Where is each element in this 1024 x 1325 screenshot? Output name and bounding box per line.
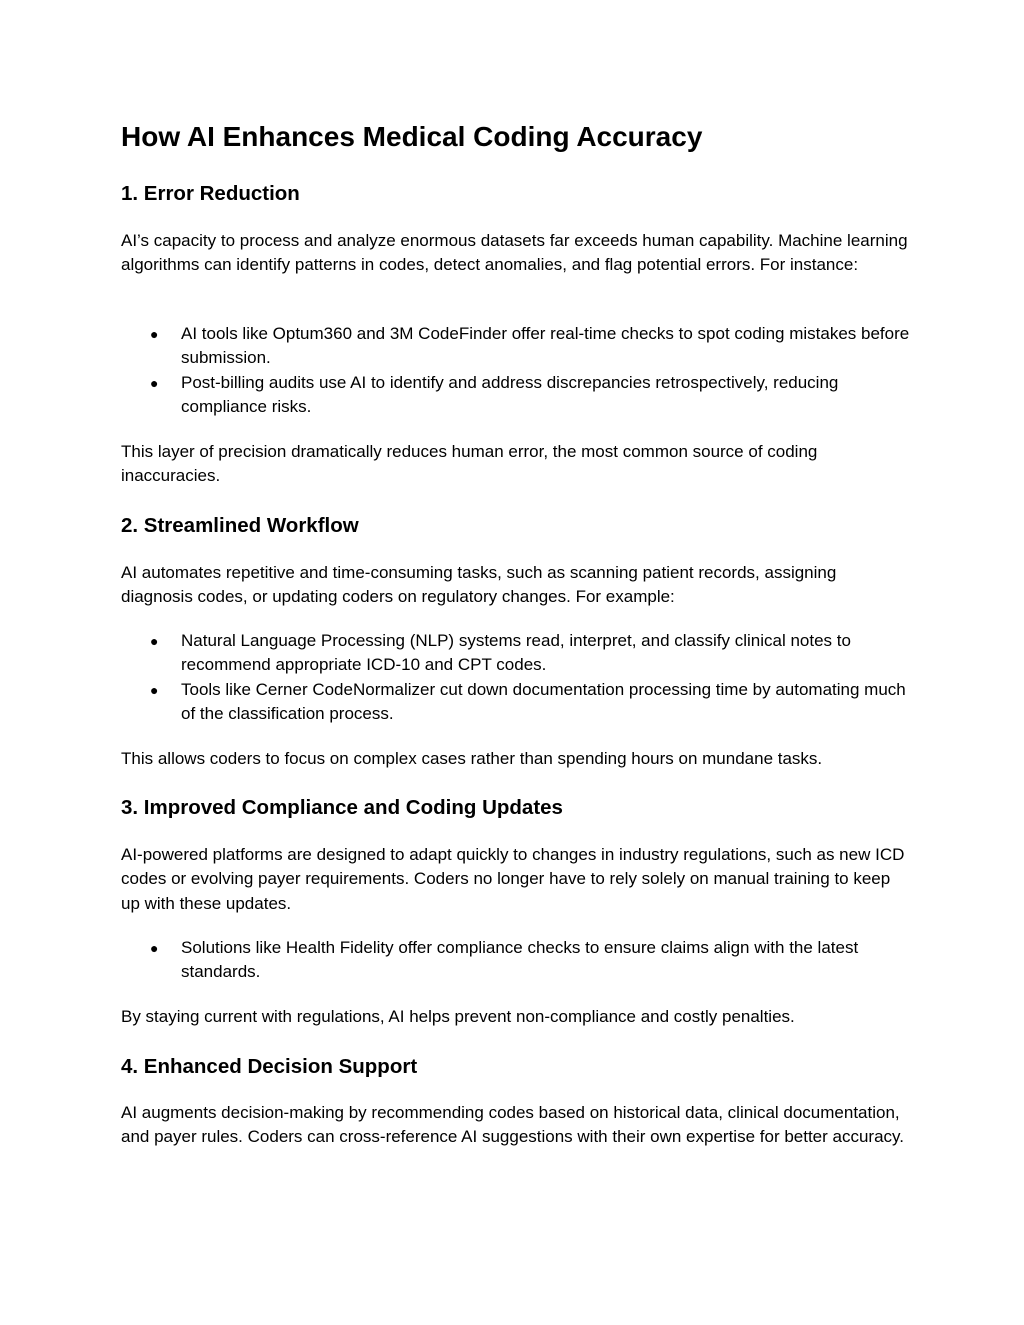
section-heading-error-reduction: 1. Error Reduction [121, 182, 300, 205]
list-item-text: Solutions like Health Fidelity offer compliance checks to ensure claims align with the latest standards. [181, 938, 859, 982]
page-title: How AI Enhances Medical Coding Accuracy [121, 121, 703, 152]
bullet-icon: ● [150, 326, 159, 342]
bullet-list-compliance [121, 936, 911, 985]
section-outro-streamlined-workflow: This allows coders to focus on complex cases rather than spending hours on mundane tasks. [121, 749, 823, 768]
section-intro-compliance: AI-powered platforms are designed to adapt quickly to changes in industry regulations, such as new ICD codes or evolving payer requirements. Coders no longer have to rely solely on manual training to keep up with these updates. [121, 845, 905, 913]
bullet-icon: ● [150, 374, 159, 391]
list-item [121, 322, 911, 371]
list-item [121, 678, 911, 727]
bullet-icon: ● [150, 633, 159, 649]
bullet-icon: ● [150, 681, 159, 698]
section-intro-error-reduction: AI’s capacity to process and analyze enormous datasets far exceeds human capability. Machine learning algorithms can identify patterns in codes, detect anomalies, and flag potential errors. For instance: [121, 231, 908, 275]
list-item-text: Post-billing audits use AI to identify and address discrepancies retrospectively, reducing compliance risks. [181, 372, 839, 416]
section-outro-compliance: By staying current with regulations, AI helps prevent non-compliance and costly penalties. [121, 1007, 795, 1026]
section-intro-streamlined-workflow: AI automates repetitive and time-consuming tasks, such as scanning patient records, assigning diagnosis codes, or updating coders on regulatory changes. For example: [121, 563, 837, 607]
list-item [121, 936, 911, 985]
section-intro-decision-support: AI augments decision-making by recommending codes based on historical data, clinical documentation, and payer rules. Coders can cross-reference AI suggestions with their own expertise for better accuracy. [121, 1103, 905, 1147]
list-item-text: Tools like Cerner CodeNormalizer cut down documentation processing time by automating much of the classification process. [181, 679, 906, 723]
list-item-text: Natural Language Processing (NLP) systems read, interpret, and classify clinical notes to recommend appropriate ICD-10 and CPT codes. [181, 631, 851, 675]
bullet-icon: ● [150, 940, 159, 956]
section-heading-streamlined-workflow: 2. Streamlined Workflow [121, 514, 359, 537]
section-heading-compliance: 3. Improved Compliance and Coding Updates [121, 796, 563, 819]
section-outro-error-reduction: This layer of precision dramatically reduces human error, the most common source of coding inaccuracies. [121, 442, 818, 486]
bullet-list-error-reduction [121, 322, 911, 419]
section-heading-decision-support: 4. Enhanced Decision Support [121, 1055, 418, 1078]
list-item [121, 629, 911, 678]
list-item [121, 371, 911, 420]
bullet-list-streamlined-workflow [121, 629, 911, 726]
list-item-text: AI tools like Optum360 and 3M CodeFinder offer real-time checks to spot coding mistakes before submission. [181, 324, 910, 368]
